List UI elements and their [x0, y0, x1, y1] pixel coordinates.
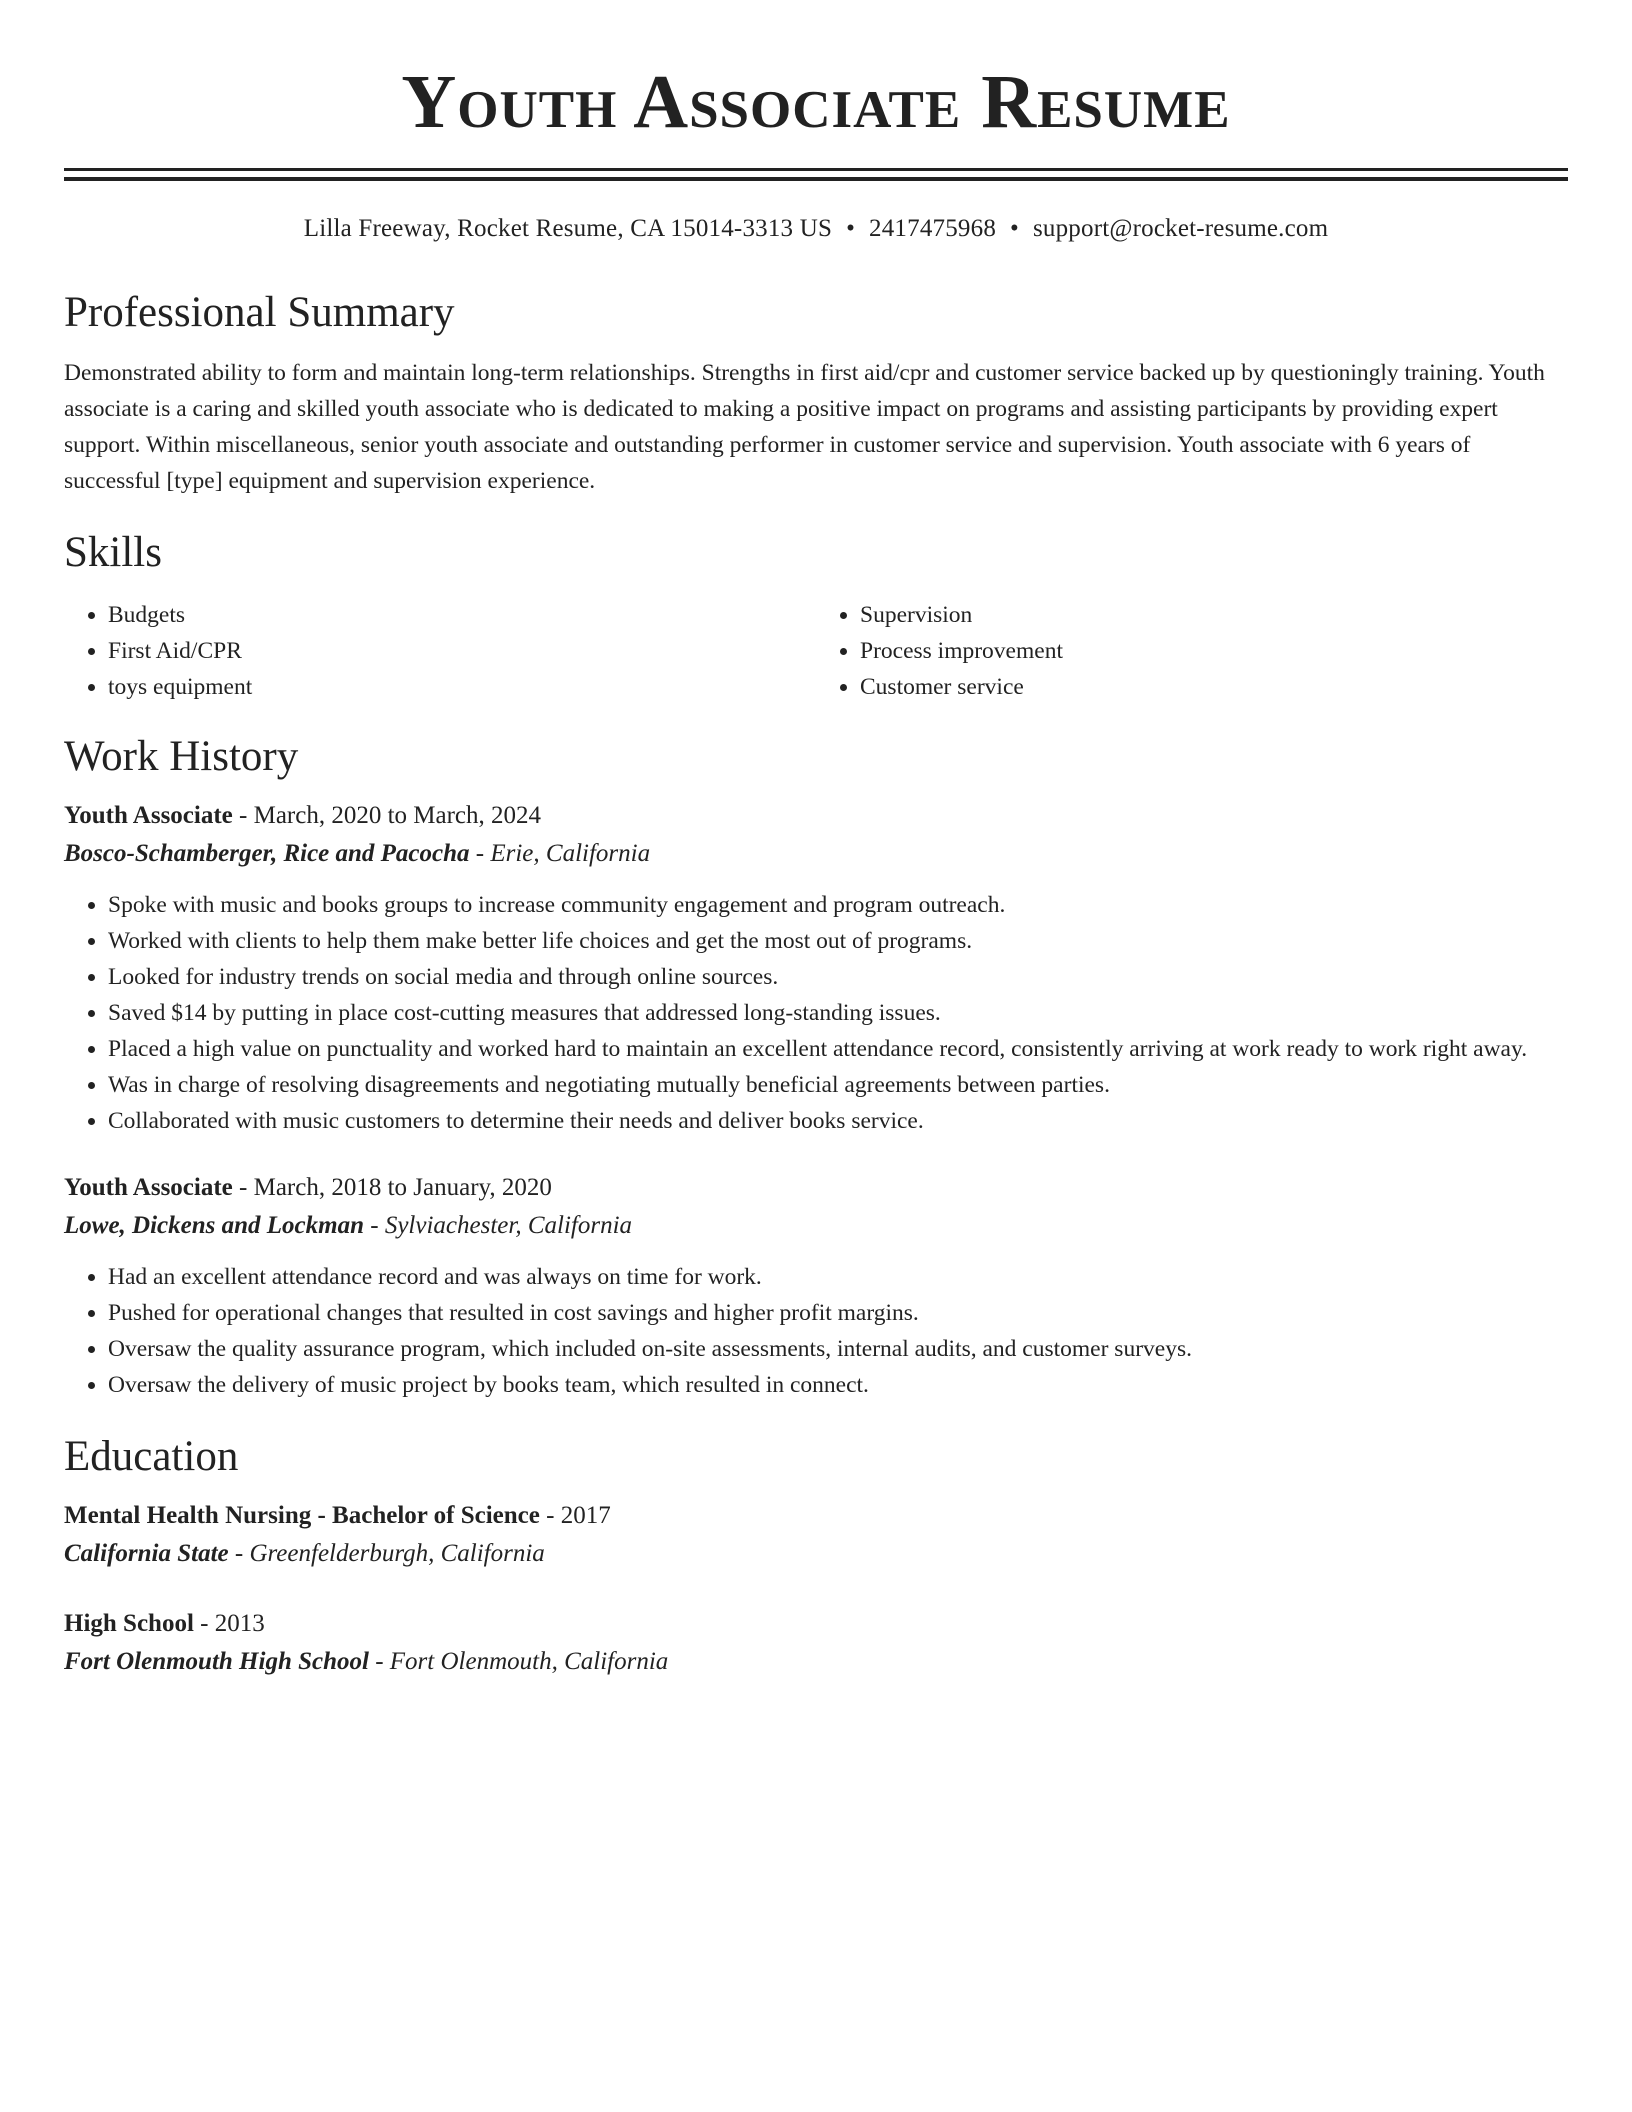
education-degree: Mental Health Nursing - Bachelor of Science: [64, 1502, 540, 1529]
section-heading-skills: Skills: [64, 529, 162, 576]
education-school: Fort Olenmouth High School: [64, 1648, 369, 1675]
job-title-line: [64, 1169, 1568, 1207]
education-entry: [64, 1497, 1568, 1573]
contact-line: [64, 213, 1568, 245]
skill-item: • Process improvement: [860, 633, 1568, 669]
job-bullet: • Spoke with music and books groups to increase community engagement and program outreach.: [108, 887, 1568, 923]
dash-separator: -: [364, 1212, 385, 1239]
contact-address: Lilla Freeway, Rocket Resume, CA 15014-3313 US: [303, 215, 833, 242]
section-heading-summary: Professional Summary: [64, 289, 455, 336]
job-entry: [64, 797, 1568, 1139]
bullet-separator: •: [846, 215, 856, 242]
job-location: Sylviachester, California: [384, 1212, 633, 1239]
job-bullet: • Oversaw the quality assurance program, which included on-site assessments, internal audits, and customer surveys.: [108, 1331, 1568, 1367]
dash-separator: -: [469, 840, 491, 867]
education-degree-line: [64, 1497, 1568, 1535]
education-location: Fort Olenmouth, California: [389, 1648, 669, 1675]
education-school: California State: [64, 1540, 229, 1567]
skill-item: • Budgets: [108, 597, 816, 633]
job-bullet: • Was in charge of resolving disagreements and negotiating mutually beneficial agreements between parties.: [108, 1067, 1568, 1103]
skill-item: • Supervision: [860, 597, 1568, 633]
education-degree-line: [64, 1605, 1568, 1643]
job-bullet: • Had an excellent attendance record and was always on time for work.: [108, 1259, 1568, 1295]
title-divider-thick: [64, 177, 1568, 181]
job-bullet: • Saved $14 by putting in place cost-cutting measures that addressed long-standing issues.: [108, 995, 1568, 1031]
bullet-separator: •: [1010, 215, 1019, 242]
education-degree: High School: [64, 1610, 194, 1637]
education-location: Greenfelderburgh, California: [249, 1540, 545, 1567]
job-entry: [64, 1169, 1568, 1403]
contact-email: support@rocket-resume.com: [1032, 215, 1329, 242]
skill-item: • toys equipment: [108, 669, 816, 705]
job-bullets: [64, 1259, 1568, 1403]
job-company-line: [64, 835, 1568, 873]
job-dates: March, 2020 to March, 2024: [253, 802, 542, 829]
dash-separator: -: [368, 1648, 390, 1675]
job-bullet: • Oversaw the delivery of music project by books team, which resulted in connect.: [108, 1367, 1568, 1403]
job-title: Youth Associate: [64, 1174, 233, 1201]
skills-column-right: [816, 597, 1568, 705]
job-dates: March, 2018 to January, 2020: [253, 1174, 552, 1201]
section-heading-education: Education: [64, 1433, 239, 1480]
dash-separator: -: [539, 1502, 561, 1529]
education-year: 2013: [214, 1610, 265, 1637]
job-bullet: • Pushed for operational changes that resulted in cost savings and higher profit margins.: [108, 1295, 1568, 1331]
title-divider-thin: [64, 168, 1568, 171]
summary-text: Demonstrated ability to form and maintain long-term relationships. Strengths in first aid/cpr and customer service backed up by questioningly training. Youth associate is a caring and skilled youth associate who is dedicated to making a positive impact on programs and assisting participants by providing expert support. Within miscellaneous, senior youth associate and outstanding performer in customer service and supervision. Youth associate with 6 years of successful [type] equipment and supervision experience.: [64, 360, 1545, 494]
job-company: Bosco-Schamberger, Rice and Pacocha: [64, 840, 470, 867]
education-entry: [64, 1605, 1568, 1681]
job-title-line: [64, 797, 1568, 835]
job-bullets: [64, 887, 1568, 1139]
section-heading-work-history: Work History: [64, 733, 299, 780]
dash-separator: -: [193, 1610, 215, 1637]
education-year: 2017: [560, 1502, 611, 1529]
job-bullet: • Collaborated with music customers to determine their needs and deliver books service.: [108, 1103, 1568, 1139]
skills-column-left: [64, 597, 816, 705]
resume-title: Youth Associate Resume: [401, 60, 1231, 144]
job-location: Erie, California: [490, 840, 651, 867]
job-company: Lowe, Dickens and Lockman: [64, 1212, 364, 1239]
skill-item: • First Aid/CPR: [108, 633, 816, 669]
job-bullet: • Looked for industry trends on social media and through online sources.: [108, 959, 1568, 995]
job-title: Youth Associate: [64, 802, 233, 829]
job-bullet: • Placed a high value on punctuality and worked hard to maintain an excellent attendance record, consistently arriving at work ready to work right away.: [108, 1031, 1568, 1067]
job-company-line: [64, 1207, 1568, 1245]
contact-phone: 2417475968: [869, 215, 997, 242]
skill-item: • Customer service: [860, 669, 1568, 705]
skills-list: [64, 597, 1568, 705]
dash-separator: -: [232, 802, 254, 829]
job-bullet: • Worked with clients to help them make better life choices and get the most out of programs.: [108, 923, 1568, 959]
dash-separator: -: [228, 1540, 250, 1567]
education-school-line: [64, 1535, 1568, 1573]
dash-separator: -: [232, 1174, 254, 1201]
education-school-line: [64, 1643, 1568, 1681]
